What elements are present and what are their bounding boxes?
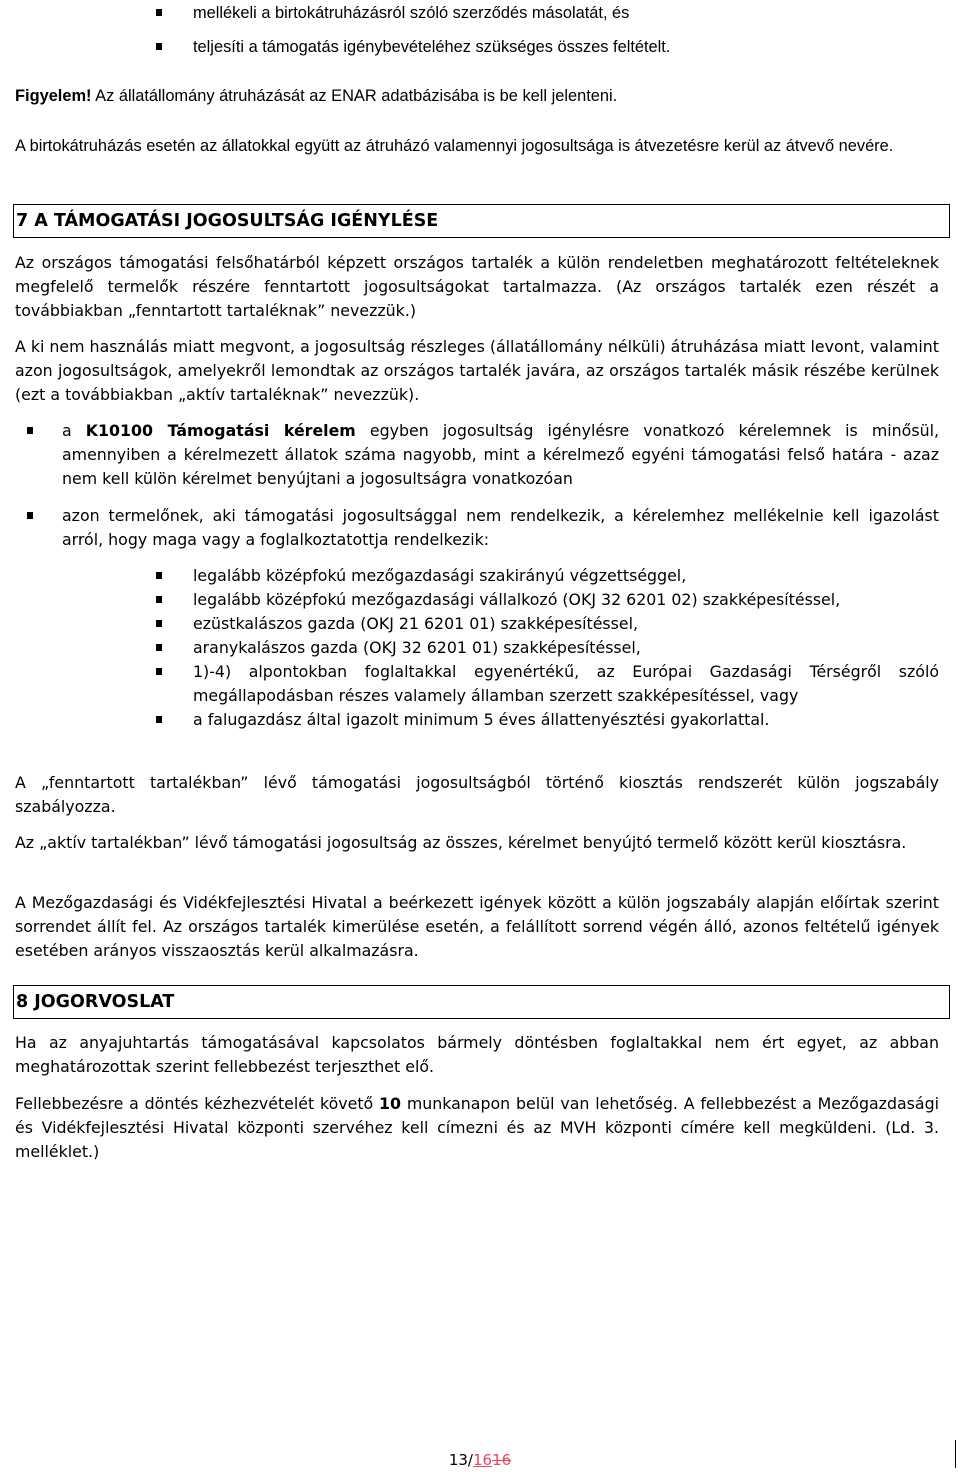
sub-list-item: aranykalászos gazda (OKJ 32 6201 01) szakképesítéssel, (193, 638, 641, 657)
section-7-paragraph-2: A ki nem használás miatt megvont, a jogosultság részleges (állatállomány nélküli) átruházása miatt levont, valamint azon jogosultságok, amelyekről lemondtak az országos tartalék javára, az országos tartalék másik részébe kerülnek (ezt a továbbiakban „aktív tartaléknak” nevezzük). (15, 337, 939, 404)
list-item-k10100 (62, 419, 939, 491)
attention-text: Az állatállomány átruházását az ENAR adatbázisába is be kell jelenteni. (91, 87, 618, 105)
form-name: K10100 Támogatási kérelem (85, 421, 356, 440)
bullet-1-text: egyben jogosultság igénylésre vonatkozó kérelemnek is minősül, amennyiben a kérelmezett állatok száma nagyobb, mint a kérelmező egyéni támogatási felső határa - azaz nem kell külön kérelmet benyújtani a jogosultságra vonatkozóan (62, 421, 940, 488)
list-bullet (156, 644, 162, 651)
section-7-heading (13, 204, 950, 238)
list-bullet (156, 572, 162, 579)
page-total-old: 16 (492, 1451, 512, 1469)
sub-list-item: legalább középfokú mezőgazdasági vállalkozó (OKJ 32 6201 02) szakképesítéssel, (193, 590, 841, 609)
sub-list-item: a falugazdász által igazolt minimum 5 éves állattenyésztési gyakorlattal. (193, 710, 770, 729)
section-7-paragraph-1: Az országos támogatási felsőhatárból képzett országos tartalék a külön rendeletben meghatározott feltételeknek megfelelő termelők részére fenntartott jogosultságokat tartalmazza. (Az országos tartalék ezen részét a továbbiakban „fenntartott tartaléknak” nevezzük.) (15, 253, 939, 320)
page-total-new: 16 (472, 1451, 493, 1469)
page-separator: / (467, 1451, 473, 1469)
appeal-days: 10 (379, 1094, 401, 1113)
section-7-paragraph-3: A „fenntartott tartalékban” lévő támogatási jogosultságból történő kiosztás rendszerét külön jogszabály szabályozza. (15, 773, 939, 816)
section-8-heading (13, 985, 950, 1019)
section-8-paragraph-2 (15, 1092, 939, 1164)
transfer-paragraph: A birtokátruházás esetén az állatokkal együtt az átruházó valamennyi jogosultsága is átvezetésre kerül az átvevő nevére. (15, 137, 894, 155)
sub-list-item: legalább középfokú mezőgazdasági szakirányú végzettséggel, (193, 566, 687, 585)
section-7-title: 7 A TÁMOGATÁSI JOGOSULTSÁG IGÉNYLÉSE (16, 211, 439, 231)
list-item-producer: azon termelőnek, aki támogatási jogosultsággal nem rendelkezik, a kérelemhez mellékelnie kell igazolást arról, hogy maga vagy a foglalkoztatottja rendelkezik: (62, 506, 939, 549)
page-number (0, 1448, 960, 1472)
sub-list-item: ezüstkalászos gazda (OKJ 21 6201 01) szakképesítéssel, (193, 614, 639, 633)
list-item: mellékeli a birtokátruházásról szóló szerződés másolatát, és (193, 4, 630, 22)
section-8-title: 8 JOGORVOSLAT (16, 992, 175, 1012)
list-bullet (27, 427, 33, 434)
list-bullet (27, 512, 33, 519)
list-item: teljesíti a támogatás igénybevételéhez szükséges összes feltételt. (193, 38, 671, 56)
bullet-1-prefix: a (62, 421, 86, 440)
page-current: 13 (448, 1451, 468, 1469)
change-bar (955, 1440, 956, 1468)
list-bullet (156, 668, 162, 675)
section-7-paragraph-4: Az „aktív tartalékban” lévő támogatási jogosultság az összes, kérelmet benyújtó termelő között kerül kiosztásra. (15, 833, 907, 852)
attention-note (15, 84, 939, 108)
appeal-text-start: Fellebbezésre a döntés kézhezvételét követő (15, 1094, 380, 1113)
section-7-paragraph-5: A Mezőgazdasági és Vidékfejlesztési Hivatal a beérkezett igények között a külön jogszabály alapján előírtak szerint sorrendet állít fel. Az országos tartalék kimerülése esetén, a felállított sorrend végén álló, azonos feltételű igények esetében arányos visszaosztás kerül alkalmazásra. (15, 893, 939, 960)
attention-label: Figyelem! (15, 87, 92, 105)
sub-list-item: 1)-4) alpontokban foglaltakkal egyenértékű, az Európai Gazdasági Térségről szóló megállapodásban részes valamely államban szerzett szakképesítéssel, vagy (193, 662, 939, 705)
list-bullet (156, 716, 162, 723)
section-8-paragraph-1: Ha az anyajuhtartás támogatásával kapcsolatos bármely döntésben foglaltakkal nem ért egyet, az abban meghatározottak szerint fellebbezést terjeszthet elő. (15, 1033, 939, 1076)
list-bullet (156, 620, 162, 627)
list-bullet (156, 43, 162, 50)
list-bullet (156, 9, 162, 16)
appeal-text-end: munkanapon belül van lehetőség. A fellebbezést a Mezőgazdasági és Vidékfejlesztési Hivatal központi szervéhez kell címezni és az MVH központi címére kell megküldeni. (Ld. 3. melléklet.) (15, 1094, 939, 1161)
list-bullet (156, 596, 162, 603)
